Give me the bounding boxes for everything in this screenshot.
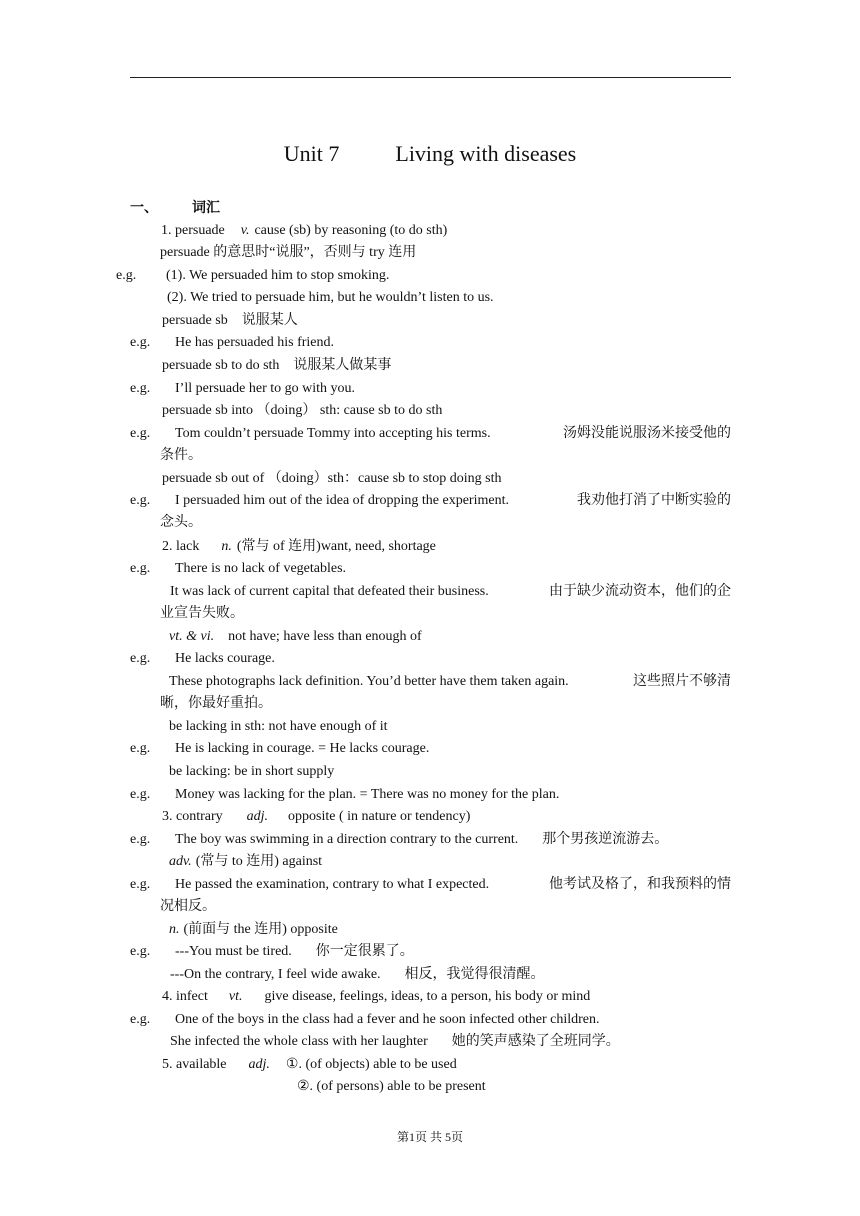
text-line: 晰，你最好重拍。 xyxy=(160,696,272,711)
text-line: 况相反。 xyxy=(160,899,216,914)
vocab-entry-contrary: 3. contrary adj. opposite ( in nature or tendency) xyxy=(162,809,471,824)
text-line: n. (前面与 the 连用) opposite xyxy=(169,922,338,937)
unit-name: Living with diseases xyxy=(395,141,577,166)
example-line: e.g. He is lacking in courage. = He lacks courage. xyxy=(130,741,430,756)
example-line: e.g. Money was lacking for the plan. = There was no money for the plan. xyxy=(130,787,560,802)
example-line: These photographs lack definition. You’d better have them taken again. 这些照片不够清 xyxy=(169,674,731,689)
unit-number: Unit 7 xyxy=(283,141,340,166)
example-line: e.g. He passed the examination, contrary to what I expected. 他考试及格了，和我预料的情 xyxy=(130,877,731,892)
header-rule xyxy=(130,77,731,78)
text-line: persuade sb out of （doing）sth：cause sb to stop doing sth xyxy=(162,471,502,486)
example-line: e.g. He has persuaded his friend. xyxy=(130,335,335,350)
text-line: be lacking in sth: not have enough of it xyxy=(169,719,388,734)
example-line: e.g. I persuaded him out of the idea of dropping the experiment. 我劝他打消了中断实验的 xyxy=(130,493,731,508)
text-line: persuade 的意思时“说服”，否则与 try 连用 xyxy=(160,245,417,260)
text-line: vt. & vi. not have; have less than enough of xyxy=(169,629,422,644)
page-title xyxy=(0,141,860,167)
text-line: persuade sb into （doing） sth: cause sb to do sth xyxy=(162,403,443,418)
section-label: 词汇 xyxy=(192,200,220,216)
example-line: It was lack of current capital that defeated their business. 由于缺少流动资本，他们的企 xyxy=(170,584,731,599)
example-line: ---On the contrary, I feel wide awake. 相反，我觉得很清醒。 xyxy=(170,967,545,982)
section-number: 一、 xyxy=(130,200,158,216)
page-footer: 第1页 共 5页 xyxy=(396,1130,463,1144)
example-line: e.g. Tom couldn’t persuade Tommy into accepting his terms. 汤姆没能说服汤米接受他的 xyxy=(130,426,731,441)
example-line: e.g. ---You must be tired. 你一定很累了。 xyxy=(130,944,414,959)
text-line: persuade sb to do sth 说服某人做某事 xyxy=(162,358,392,373)
text-line: be lacking: be in short supply xyxy=(169,764,335,779)
example-line: e.g. He lacks courage. xyxy=(130,651,275,666)
vocab-entry-persuade: 1. persuade v. cause (sb) by reasoning (to do sth) xyxy=(161,223,448,238)
example-line: e.g. There is no lack of vegetables. xyxy=(130,561,347,576)
example-line: e.g. I’ll persuade her to go with you. xyxy=(130,381,356,396)
text-line: 念头。 xyxy=(160,515,202,530)
text-line: adv. (常与 to 连用) against xyxy=(169,854,323,869)
vocab-entry-infect: 4. infect vt. give disease, feelings, ideas, to a person, his body or mind xyxy=(162,989,591,1004)
example-line: (2). We tried to persuade him, but he wouldn’t listen to us. xyxy=(167,290,494,305)
example-line: e.g. (1). We persuaded him to stop smoking. xyxy=(116,268,390,283)
section-heading xyxy=(130,199,731,217)
text-line: persuade sb 说服某人 xyxy=(162,313,298,328)
vocab-entry-available: 5. available adj. ①. (of objects) able to be used xyxy=(162,1057,457,1072)
text-line: ②. (of persons) able to be present xyxy=(297,1079,486,1094)
example-line: She infected the whole class with her laughter 她的笑声感染了全班同学。 xyxy=(170,1034,620,1049)
text-line: 条件。 xyxy=(160,448,202,463)
example-line: e.g. One of the boys in the class had a fever and he soon infected other children. xyxy=(130,1012,600,1027)
example-line: e.g. The boy was swimming in a direction contrary to the current. 那个男孩逆流游去。 xyxy=(130,832,669,847)
text-line: 业宣告失败。 xyxy=(160,606,244,621)
vocab-entry-lack: 2. lack n. (常与 of 连用)want, need, shortage xyxy=(162,539,436,554)
